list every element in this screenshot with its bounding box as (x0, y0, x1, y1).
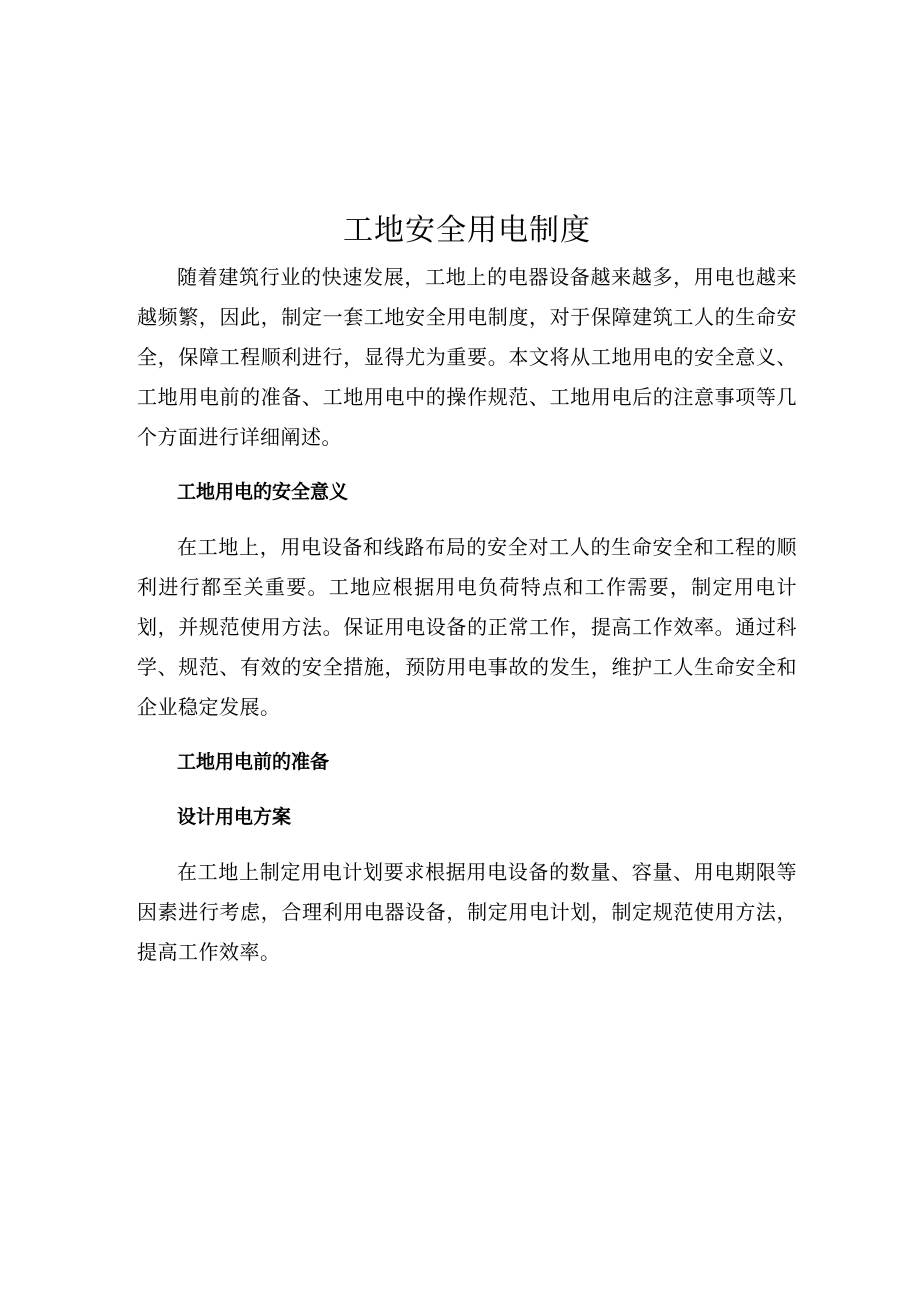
section-paragraph-safety-significance: 在工地上，用电设备和线路布局的安全对工人的生命安全和工程的顺利进行都至关重要。工地应根据用电负荷特点和工作需要，制定用电计划，并规范使用方法。保证用电设备的正常工作，提高工作效率。通过科学、规范、有效的安全措施，预防用电事故的发生，维护工人生命安全和企业稳定发展。 (137, 535, 797, 719)
intro-paragraph: 随着建筑行业的快速发展，工地上的电器设备越来越多，用电也越来越频繁，因此，制定一套工地安全用电制度，对于保障建筑工人的生命安全，保障工程顺利进行，显得尤为重要。本文将从工地用电的安全意义、工地用电前的准备、工地用电中的操作规范、工地用电后的注意事项等几个方面进行详细阐述。 (137, 265, 797, 449)
section-heading-preparation: 工地用电前的准备 (177, 751, 330, 773)
subsection-heading-power-plan: 设计用电方案 (177, 806, 292, 828)
section-heading-safety-significance: 工地用电的安全意义 (177, 481, 349, 503)
document-title: 工地安全用电制度 (343, 213, 591, 248)
document-body (137, 205, 797, 972)
subsection-paragraph-power-plan: 在工地上制定用电计划要求根据用电设备的数量、容量、用电期限等因素进行考虑，合理利用电器设备，制定用电计划，制定规范使用方法，提高工作效率。 (137, 860, 797, 964)
